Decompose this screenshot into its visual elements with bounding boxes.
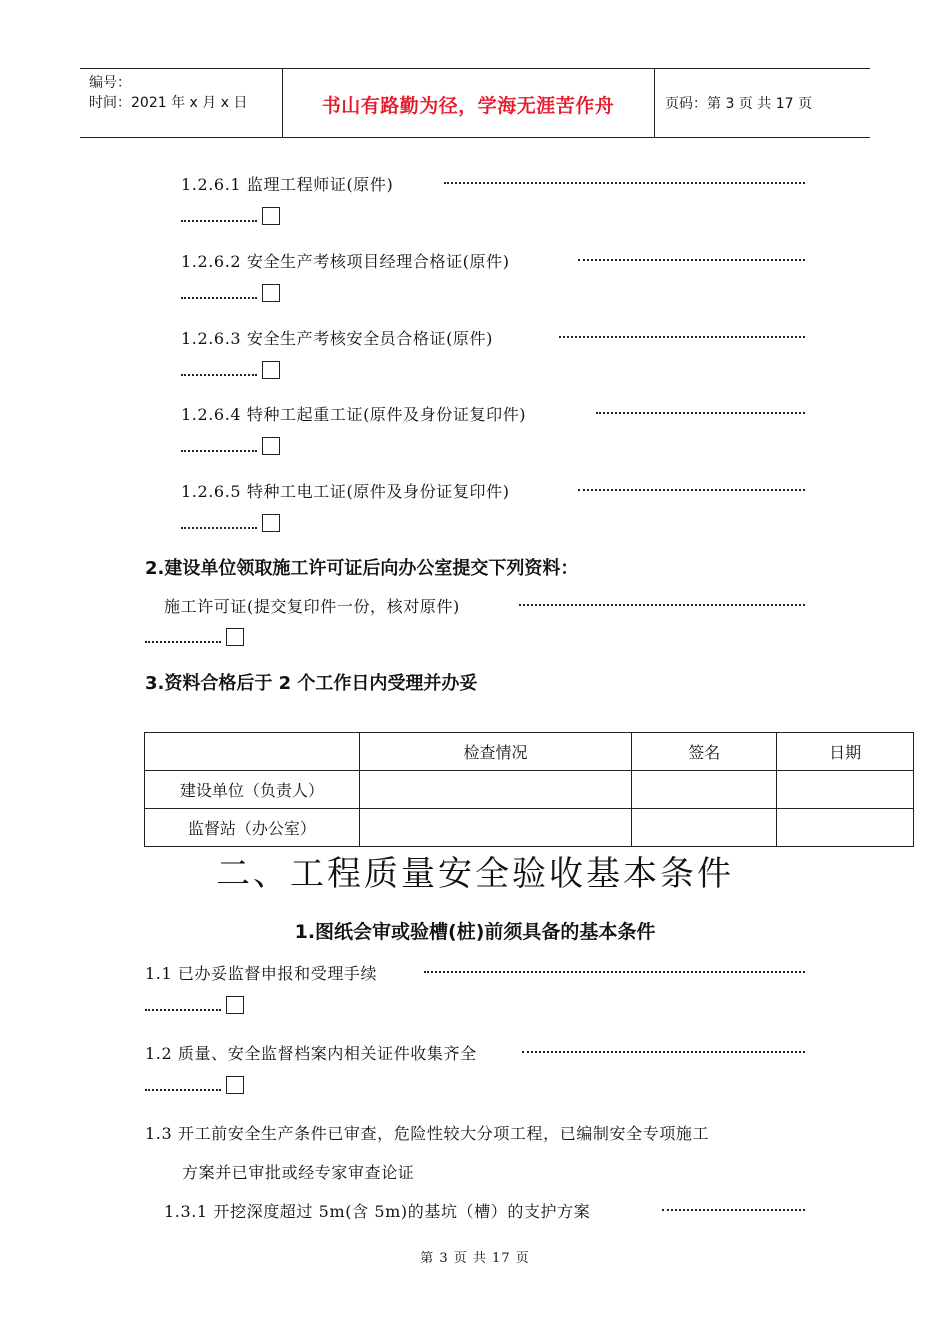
list-item: 1.2.6.1 监理工程师证(原件)	[181, 175, 394, 194]
list-item-continuation: 方案并已审批或经专家审查论证	[182, 1163, 415, 1182]
dot-leader	[662, 1209, 805, 1211]
section-heading: 2.建设单位领取施工许可证后向办公室提交下列资料：	[145, 558, 579, 579]
header-divider	[654, 69, 655, 137]
table-cell: 监督站（办公室）	[145, 809, 360, 847]
dot-leader	[444, 182, 805, 184]
dot-leader	[578, 259, 805, 261]
list-item: 1.3 开工前安全生产条件已审查，危险性较大分项工程，已编制安全专项施工	[145, 1124, 710, 1143]
dot-leader	[519, 604, 805, 606]
table-header-cell: 检查情况	[359, 733, 632, 771]
list-item: 1.2.6.3 安全生产考核安全员合格证(原件)	[181, 329, 493, 348]
header-motto: 书山有路勤为径，学海无涯苦作舟	[321, 95, 615, 117]
part-title: 二、工程质量安全验收基本条件	[216, 854, 734, 894]
table-header-row	[145, 733, 914, 771]
dot-leader	[181, 220, 257, 222]
checkbox[interactable]	[226, 1076, 244, 1094]
dot-leader	[181, 374, 257, 376]
dot-leader	[145, 641, 221, 643]
table-row	[145, 809, 914, 847]
table-header-cell: 日期	[777, 733, 914, 771]
dot-leader	[424, 971, 805, 973]
table-cell[interactable]	[632, 809, 777, 847]
table-cell[interactable]	[359, 809, 632, 847]
page-footer: 第 3 页 共 17 页	[420, 1251, 530, 1266]
list-item: 1.2 质量、安全监督档案内相关证件收集齐全	[145, 1044, 477, 1063]
dot-leader	[145, 1009, 221, 1011]
table-cell[interactable]	[632, 771, 777, 809]
table-cell[interactable]	[359, 771, 632, 809]
dot-leader	[522, 1051, 805, 1053]
table-cell: 建设单位（负责人）	[145, 771, 360, 809]
checkbox[interactable]	[262, 437, 280, 455]
table-row	[145, 771, 914, 809]
checkbox[interactable]	[226, 628, 244, 646]
list-item: 施工许可证(提交复印件一份，核对原件)	[164, 597, 460, 616]
list-item: 1.3.1 开挖深度超过 5m(含 5m)的基坑（槽）的支护方案	[164, 1202, 591, 1221]
part-subtitle: 1.图纸会审或验槽(桩)前须具备的基本条件	[294, 921, 656, 943]
checkbox[interactable]	[226, 996, 244, 1014]
dot-leader	[578, 489, 805, 491]
dot-leader	[181, 527, 257, 529]
checkbox[interactable]	[262, 284, 280, 302]
table-header-cell: 签名	[632, 733, 777, 771]
list-item: 1.2.6.5 特种工电工证(原件及身份证复印件)	[181, 482, 510, 501]
list-item: 1.2.6.2 安全生产考核项目经理合格证(原件)	[181, 252, 510, 271]
check-table	[144, 732, 914, 847]
checkbox[interactable]	[262, 207, 280, 225]
list-item: 1.2.6.4 特种工起重工证(原件及身份证复印件)	[181, 405, 527, 424]
checkbox[interactable]	[262, 361, 280, 379]
time-label: 时间：2021 年 x 月 x 日	[89, 95, 248, 111]
dot-leader	[596, 412, 805, 414]
list-item: 1.1 已办妥监督申报和受理手续	[145, 964, 378, 983]
dot-leader	[181, 450, 257, 452]
table-cell[interactable]	[777, 771, 914, 809]
table-cell[interactable]	[777, 809, 914, 847]
page-header	[80, 68, 870, 138]
table-header-cell	[145, 733, 360, 771]
dot-leader	[145, 1089, 221, 1091]
dot-leader	[559, 336, 805, 338]
header-page-info: 页码：第 3 页 共 17 页	[665, 96, 812, 112]
header-left-cell	[89, 73, 247, 113]
checkbox[interactable]	[262, 514, 280, 532]
section-heading: 3.资料合格后于 2 个工作日内受理并办妥	[145, 673, 478, 694]
number-label: 编号：	[89, 75, 131, 91]
dot-leader	[181, 297, 257, 299]
